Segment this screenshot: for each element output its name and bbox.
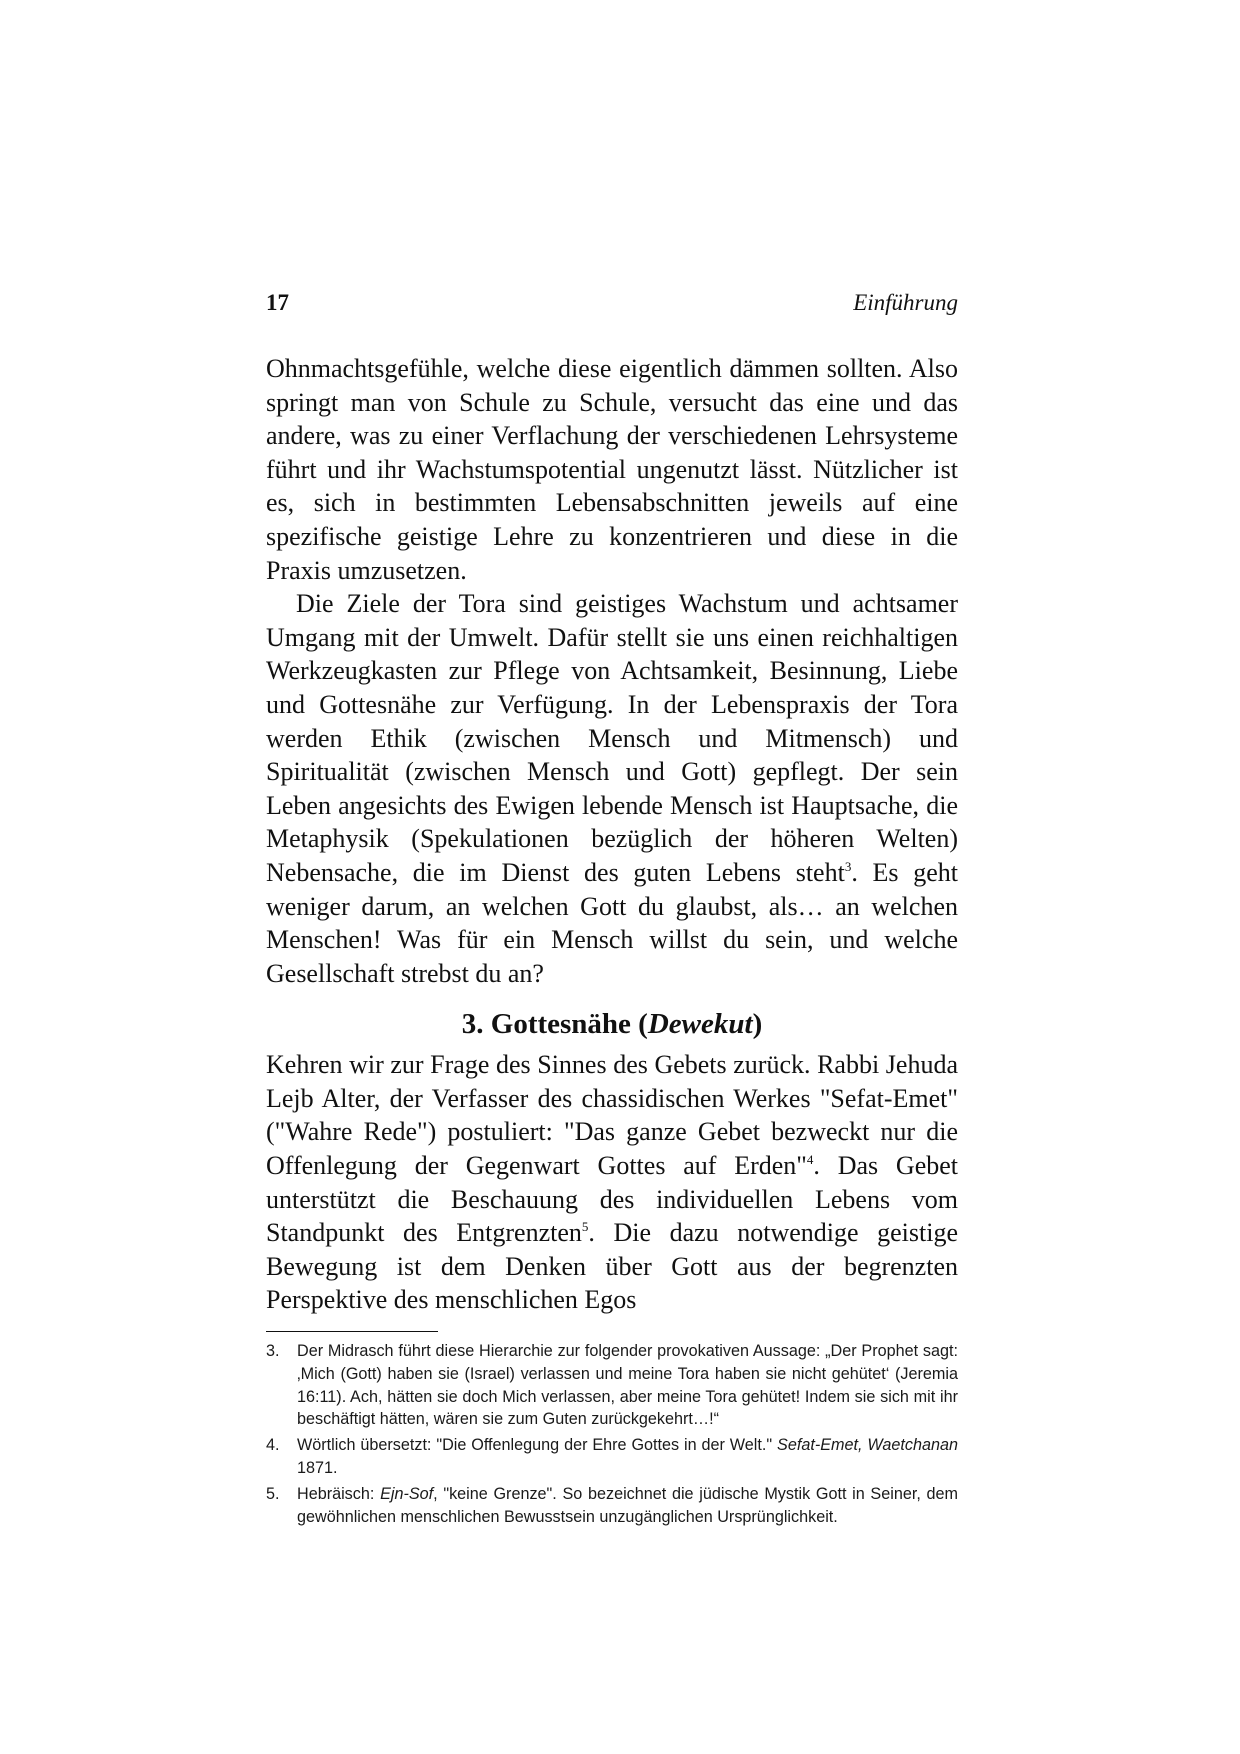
section-paragraph-text-c: . Die dazu notwendige geistige Bewegung ist dem Denken über Gott aus der begrenzten Perspektive des menschlichen Egos [266, 1218, 958, 1315]
section-paragraph-text-a: Kehren wir zur Frage des Sinnes des Gebets zurück. Rabbi Jehuda Lejb Alter, der Verfasser des chassidischen Werkes "Sefat-Emet" ("Wahre Rede") postuliert: "Das ganze Gebet bezweckt nur die Offenlegung der Gegenwart Gottes auf Erden" [266, 1050, 958, 1181]
paragraph-1: Ohnmachtsgefühle, welche diese eigentlich dämmen sollten. Also springt man von Schule zu Schule, versucht das eine und das andere, was zu einer Verflachung der verschiedenen Lehrsysteme führt und ihr Wachstumspotential ungenutzt lässt. Nützlicher ist es, sich in bestimmten Lebensabschnitten jeweils auf eine spezifische geistige Lehre zu konzentrieren und diese in die Praxis umzusetzen. [266, 354, 958, 585]
footnote-ref-3[interactable]: 3 [844, 858, 852, 874]
footnote-text: Der Midrasch führt diese Hierarchie zur folgender provokativen Aussage: „Der Prophet sagt: ‚Mich (Gott) haben sie (Israel) verlassen und meine Tora haben sie nicht gehütet‘ (Jeremia 16:11). Ach, hätten sie doch Mich verlassen, aber meine Tora gehütet! Indem sie sich mit ihr beschäftigt hätten, wären sie zum Guten zurückgekehrt…!“ [297, 1342, 958, 1429]
section-paragraph-text-b: . Das Gebet unterstützt die Beschauung des individuellen Lebens vom Standpunkt des Entgrenzten [266, 1151, 959, 1248]
footnote-ref-4[interactable]: 4 [806, 1152, 814, 1168]
paragraph-2-text-b: . Es geht weniger darum, an welchen Gott du glaubst, als… an welchen Menschen! Was für ein Mensch willst du sein, und welche Gesellschaft strebst du an? [266, 857, 959, 988]
footnote-divider [266, 1331, 438, 1332]
running-head [266, 290, 958, 330]
footnote-3 [266, 1340, 958, 1431]
footnote-number: 3. [266, 1342, 280, 1361]
footnote-text: , "keine Grenze". So bezeichnet die jüdische Mystik Gott in Seiner, dem gewöhnlichen menschlichen Bewusstsein unzugänglichen Ursprünglichkeit. [297, 1484, 958, 1526]
book-page [266, 290, 958, 1531]
footnote-number: 5. [266, 1484, 280, 1503]
page-number: 17 [266, 290, 289, 315]
footnote-ref-5[interactable]: 5 [581, 1219, 589, 1235]
footnote-citation: Sefat-Emet, Waetchanan [777, 1436, 958, 1455]
footnote-4 [266, 1434, 958, 1480]
footnote-number: 4. [266, 1436, 280, 1455]
section-heading-prefix: 3. Gottesnähe ( [461, 1008, 648, 1041]
footnote-lead: Hebräisch: [297, 1484, 381, 1503]
paragraph-2-text-a: Die Ziele der Tora sind geistiges Wachstum und achtsamer Umgang mit der Umwelt. Dafür stellt sie uns einen reichhaltigen Werkzeugkasten zur Pflege von Achtsamkeit, Besinnung, Liebe und Gottesnähe zur Verfügung. In der Lebenspraxis der Tora werden Ethik (zwischen Mensch und Mitmensch) und Spiritualität (zwischen Mensch und Gott) gepflegt. Der sein Leben angesichts des Ewigen lebende Mensch ist Hauptsache, die Metaphysik (Spekulationen bezüglich der höheren Welten) Nebensache, die im Dienst des guten Lebens steht [266, 589, 958, 887]
paragraph-2 [266, 587, 958, 990]
section-heading-suffix: ) [752, 1008, 763, 1041]
running-title: Einführung [853, 290, 958, 315]
footnotes [266, 1340, 958, 1528]
section-heading [266, 1006, 958, 1042]
section-heading-italic: Dewekut [647, 1008, 753, 1041]
footnote-text: Wörtlich übersetzt: "Die Offenlegung der Ehre Gottes in der Welt." [297, 1436, 778, 1455]
footnote-5 [266, 1483, 958, 1529]
section-paragraph [266, 1048, 958, 1317]
footnote-term: Ejn-Sof [380, 1484, 434, 1503]
body-text [266, 352, 958, 1317]
footnote-citation-year: 1871. [297, 1459, 338, 1478]
